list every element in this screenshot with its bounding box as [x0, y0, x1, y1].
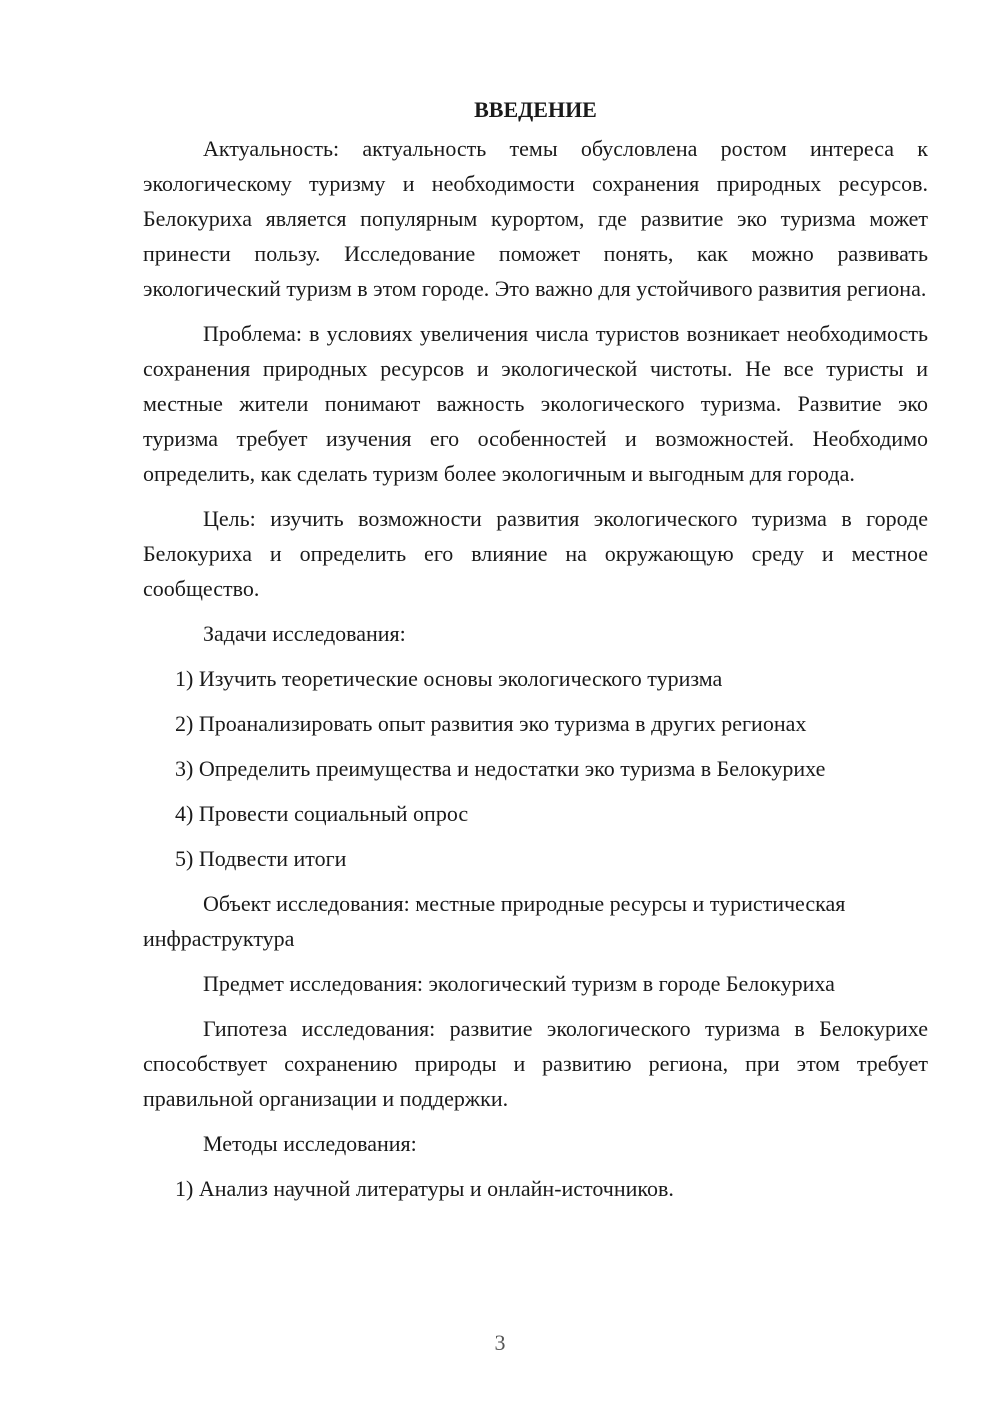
page-number: 3 [494, 1330, 506, 1355]
subject-paragraph: Предмет исследования: экологический туризм в городе Белокуриха [203, 971, 835, 996]
goal-paragraph: Цель: изучить возможности развития экологического туризма в городе Белокуриха и определить его влияние на окружающую среду и местное сообщество. [143, 506, 928, 601]
problem-paragraph: Проблема: в условиях увеличения числа туристов возникает необходимость сохранения природных ресурсов и экологической чистоты. Не все туристы и местные жители понимают важность экологического туризма. Развитие эко туризма требует изучения его особенностей и возможностей. Необходимо определить, как сделать туризм более экологичным и выгодным для города. [143, 321, 928, 486]
relevance-paragraph: Актуальность: актуальность темы обусловлена ростом интереса к экологическому туризму и необходимости сохранения природных ресурсов. Белокуриха является популярным курортом, где развитие эко туризма может принести пользу. Исследование поможет понять, как можно развивать экологический туризм в этом городе. Это важно для устойчивого развития региона. [143, 136, 928, 301]
object-paragraph: Объект исследования: местные природные ресурсы и туристическая инфраструктура [143, 891, 846, 951]
tasks-title: Задачи исследования: [203, 621, 406, 646]
method-item: 1) Анализ научной литературы и онлайн-источников. [175, 1176, 674, 1201]
task-item: 1) Изучить теоретические основы экологического туризма [175, 666, 723, 691]
page-content [143, 92, 928, 1216]
task-item: 2) Проанализировать опыт развития эко туризма в других регионах [175, 711, 807, 736]
task-item: 5) Подвести итоги [175, 846, 347, 871]
hypothesis-paragraph: Гипотеза исследования: развитие экологического туризма в Белокурихе способствует сохранению природы и развитию региона, при этом требует правильной организации и поддержки. [143, 1016, 928, 1111]
section-heading: ВВЕДЕНИЕ [474, 97, 597, 122]
methods-title: Методы исследования: [203, 1131, 417, 1156]
task-item: 3) Определить преимущества и недостатки эко туризма в Белокурихе [175, 756, 826, 781]
task-item: 4) Провести социальный опрос [175, 801, 469, 826]
